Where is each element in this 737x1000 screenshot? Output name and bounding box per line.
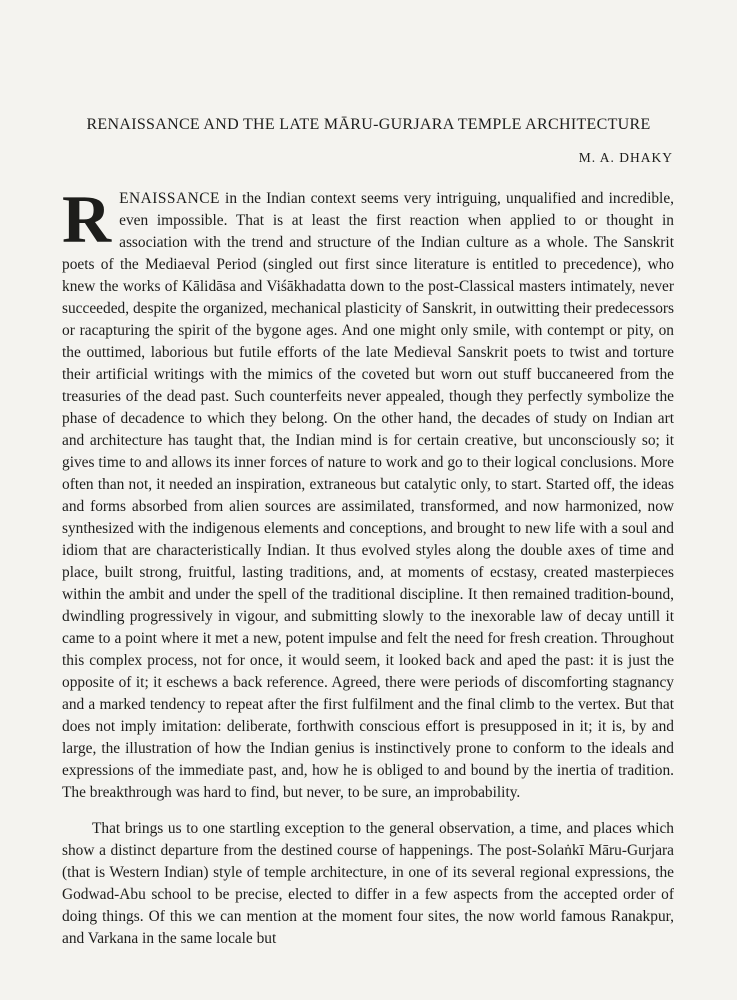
drop-cap: R <box>62 181 112 257</box>
article-body <box>62 181 674 950</box>
paragraph-1 <box>62 181 674 804</box>
paragraph-2: That brings us to one startling exception to the general observation, a time, and places which show a distinct departure from the destined course of happenings. The post-Solaṅkī Māru-Gurjara (that is Western Indian) style of temple architecture, in one of its several regional expressions, the Godwad-Abu school to be precise, elected to differ in a few aspects from the accepted order of doing things. Of this we can mention at the moment four sites, the now world famous Ranakpur, and Varkana in the same locale but <box>62 820 674 947</box>
author-name: M. A. DHAKY <box>578 150 673 165</box>
article-title: RENAISSANCE AND THE LATE MĀRU-GURJARA TEMPLE ARCHITECTURE <box>86 116 651 133</box>
paragraph-1-text: in the Indian context seems very intriguing, unqualified and incredible, even impossible. That is at least the first reaction when applied to or thought in association with the trend and structure of the Indian culture as a whole. The Sanskrit poets of the Mediaeval Period (singled out first since literature is entitled to precedence), who knew the works of Kālidāsa and Viśākhadatta down to the post-Classical masters intimately, never succeeded, despite the organized, mechanical plasticity of Sanskrit, in outwitting their predecessors or racapturing the spirit of the bygone ages. And one might only smile, with contempt or pity, on the outtimed, laborious but futile efforts of the late Medieval Sanskrit poets to twist and torture their artificial writings with the mimics of the coveted but worn out stuff buccaneered from the treasuries of the dead past. Such counterfeits never appealed, though they perfectly symbolize the phase of decadence to which they belong. On the other hand, the decades of study on Indian art and architecture has taught that, the Indian mind is for certain creative, but unconsciously so; it gives time to and allows its inner forces of nature to work and go to their logical conclusions. More often than not, it needed an inspiration, extraneous but catalytic only, to start. Started off, the ideas and forms absorbed from alien sources are assimilated, transformed, and now harmonized, now synthesized with the indigenous elements and conceptions, and brought to new life with a soul and idiom that are characteristically Indian. It thus evolved styles along the double axes of time and place, built strong, fruitful, lasting traditions, and, at moments of ecstasy, created masterpieces within the ambit and under the spell of the traditional discipline. It then remained tradition-bound, dwindling progressively in vigour, and submitting slowly to the inexorable law of decay untill it came to a point where it met a new, potent impulse and felt the need for fresh creation. Throughout this complex process, not for once, it would seem, it looked back and aped the past: it is just the opposite of it; it eschews a back reference. Agreed, there were periods of discomforting stagnancy and a marked tendency to repeat after the first fulfilment and the final climb to the vertex. But that does not imply imitation: deliberate, forthwith conscious effort is presupposed in it; it is, by and large, the illustration of how the Indian genius is instinctively prone to conform to the ideals and expressions of the immediate past, and, how he is obliged to and bound by the inertia of tradition. The breakthrough was hard to find, but never, to be sure, an improbability. <box>62 190 674 801</box>
first-word-smallcaps: ENAISSANCE <box>119 190 220 207</box>
